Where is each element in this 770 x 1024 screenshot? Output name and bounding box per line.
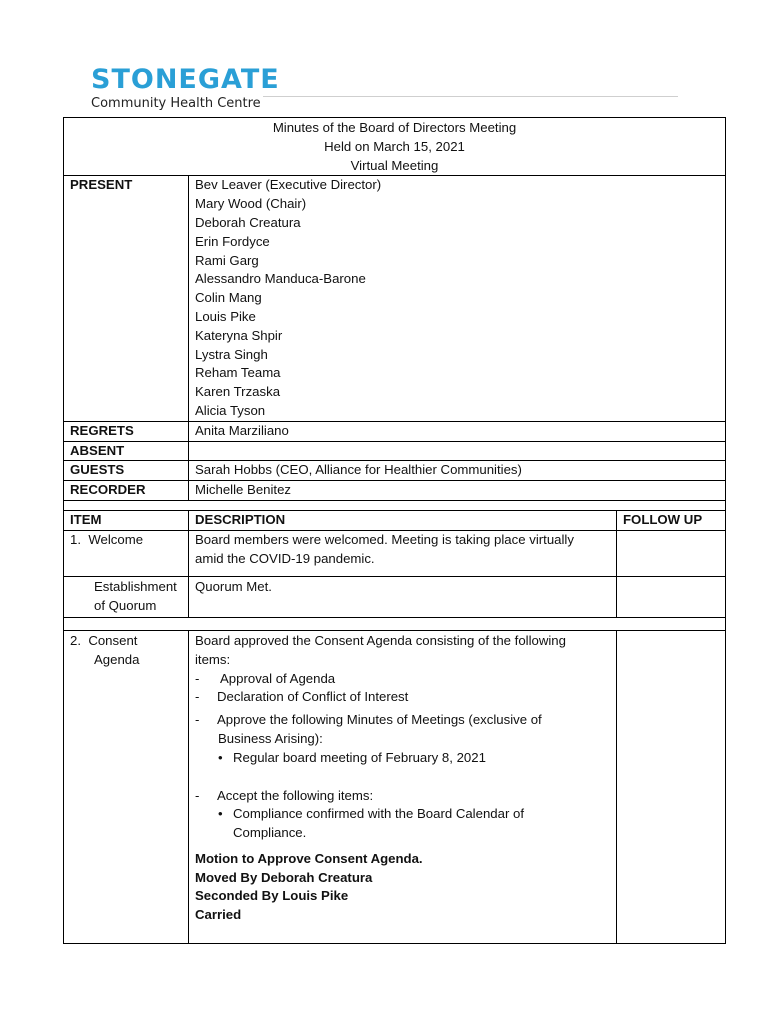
attendee: Rami Garg: [195, 252, 259, 268]
recorder-label: RECORDER: [64, 481, 189, 501]
description-line: Board members were welcomed. Meeting is taking place virtually: [195, 531, 574, 547]
dash-mark: -: [195, 712, 200, 728]
regrets-label: REGRETS: [64, 421, 189, 441]
attendee: Mary Wood (Chair): [195, 196, 307, 212]
title-row: [64, 118, 726, 176]
guests-label: GUESTS: [64, 461, 189, 481]
item-title: Agenda: [94, 651, 140, 667]
bullet-text: Regular board meeting of February 8, 2021: [233, 749, 486, 765]
present-label: PRESENT: [64, 176, 189, 421]
bullet-item: [195, 749, 610, 768]
attendee: Colin Mang: [195, 290, 262, 306]
agenda-point: [195, 688, 610, 707]
agenda-point-text: Approve the following Minutes of Meetings (exclusive of: [217, 712, 542, 728]
minutes-table: [63, 117, 726, 944]
follow-up-cell: [617, 530, 726, 577]
column-header-row: [64, 510, 726, 530]
regrets-row: [64, 421, 726, 441]
logo-wordmark: STONEGATE: [91, 64, 280, 95]
item-title: Establishment: [94, 579, 177, 595]
attendee: Alessandro Manduca-Barone: [195, 271, 366, 287]
attendee: Karen Trzaska: [195, 384, 281, 400]
moved-by: Moved By Deborah Creatura: [195, 869, 373, 885]
absent-row: [64, 441, 726, 461]
motion-text: Motion to Approve Consent Agenda.: [195, 850, 423, 866]
bullet-text: Compliance confirmed with the Board Calendar of: [233, 806, 525, 822]
spacer-cell: [64, 500, 726, 510]
meeting-title: [64, 118, 726, 176]
attendee: Deborah Creatura: [195, 214, 301, 230]
item-title: of Quorum: [94, 598, 157, 614]
agenda-point-text: Declaration of Conflict of Interest: [217, 689, 409, 705]
agenda-point-text: Approval of Agenda: [220, 670, 336, 686]
agenda-point: [195, 787, 610, 806]
recorder-value: Michelle Benitez: [189, 481, 726, 501]
dash-mark: -: [195, 787, 200, 803]
absent-label: ABSENT: [64, 441, 189, 461]
attendee: Lystra Singh: [195, 346, 268, 362]
regrets-value: Anita Marziliano: [189, 421, 726, 441]
description-column-header: DESCRIPTION: [189, 510, 617, 530]
follow-up-column-header: FOLLOW UP: [617, 510, 726, 530]
guests-row: [64, 461, 726, 481]
spacer-row: [64, 500, 726, 510]
organization-logo: [91, 66, 280, 111]
intro-line: items:: [195, 651, 231, 667]
header-divider: [263, 96, 678, 97]
attendee: Louis Pike: [195, 308, 256, 324]
item-title: 2. Consent: [70, 632, 138, 648]
item-column-header: ITEM: [64, 510, 189, 530]
bullet-item: [195, 805, 610, 824]
attendee: Erin Fordyce: [195, 233, 270, 249]
absent-value: [189, 441, 726, 461]
bullet-text-continued: Compliance.: [233, 825, 307, 841]
present-row: [64, 176, 726, 421]
spacer-cell: [64, 617, 726, 630]
attendee: Reham Teama: [195, 365, 281, 381]
agenda-point: [195, 711, 610, 730]
bullet-mark: •: [218, 749, 223, 765]
quorum-row: [64, 577, 726, 618]
intro-line: Board approved the Consent Agenda consisting of the following: [195, 632, 566, 648]
description-cell: [189, 630, 617, 943]
agenda-point: [195, 670, 610, 689]
guests-value: Sarah Hobbs (CEO, Alliance for Healthier Communities): [189, 461, 726, 481]
follow-up-cell: [617, 630, 726, 943]
logo-subtitle: Community Health Centre: [91, 96, 261, 111]
dash-mark: -: [195, 689, 200, 705]
agenda-point-continued: Business Arising):: [218, 730, 323, 746]
spacer-row: [64, 617, 726, 630]
agenda-point-text: Accept the following items:: [217, 787, 374, 803]
welcome-row: [64, 530, 726, 577]
title-line: Minutes of the Board of Directors Meeting: [272, 120, 517, 135]
consent-row: [64, 630, 726, 943]
attendee: Kateryna Shpir: [195, 327, 283, 343]
description-line: amid the COVID-19 pandemic.: [195, 550, 375, 566]
format-line: Virtual Meeting: [350, 157, 439, 173]
description-cell: [189, 530, 617, 577]
description-cell: Quorum Met.: [189, 577, 617, 618]
attendee: Alicia Tyson: [195, 402, 266, 418]
dash-mark: -: [195, 670, 200, 686]
follow-up-cell: [617, 577, 726, 618]
recorder-row: [64, 481, 726, 501]
item-cell: [64, 530, 189, 577]
attendee: Bev Leaver (Executive Director): [195, 177, 382, 193]
date-line: Held on March 15, 2021: [324, 138, 465, 154]
item-cell: [64, 577, 189, 618]
bullet-mark: •: [218, 806, 223, 822]
present-list: [189, 176, 726, 421]
seconded-by: Seconded By Louis Pike: [195, 888, 349, 904]
item-cell: [64, 630, 189, 943]
item-title: 1. Welcome: [70, 531, 144, 547]
motion-result: Carried: [195, 907, 242, 923]
